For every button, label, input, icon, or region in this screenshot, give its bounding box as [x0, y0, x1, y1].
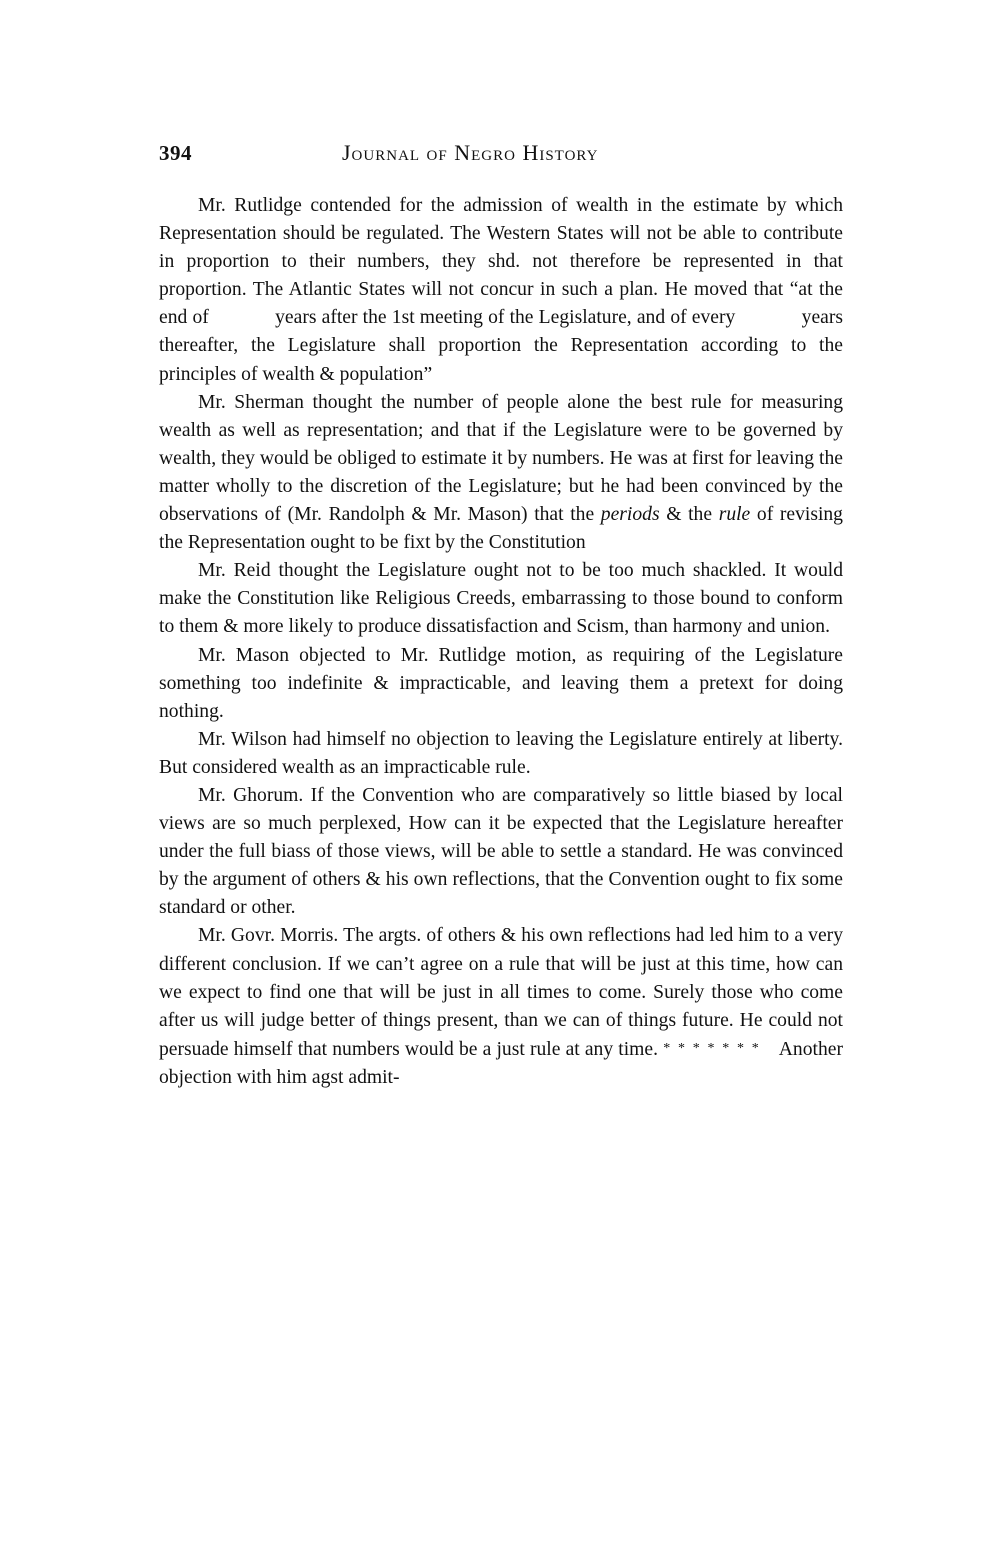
paragraph-ghorum: Mr. Ghorum. If the Convention who are comparatively so little biased by local views are so much perplexed, How can it be expected that the Legislature hereafter under the full biass of those views, will be able to settle a standard. He was convinced by the argument of others & his own reflections, that the Convention ought to fix some standard or other. [159, 784, 843, 919]
page-number: 394 [159, 141, 192, 165]
italic-term: rule [718, 504, 751, 526]
document-page [159, 137, 843, 1092]
paragraph-rutlidge [159, 192, 843, 389]
paragraph-text: years thereafter, the Legislature shall proportion the Representation according to the principles of wealth & population” [159, 307, 844, 385]
paragraph-sherman [159, 389, 843, 558]
body-text [159, 192, 843, 1092]
paragraph-wilson: Mr. Wilson had himself no objection to leaving the Legislature entirely at liberty. But considered wealth as an impracticable rule. [159, 728, 843, 778]
paragraph-morris [159, 922, 843, 1092]
journal-title: Journal of Negro History [342, 140, 599, 165]
paragraph-text: of revising the Representation ought to be fixt by the Constitution [159, 504, 843, 554]
omission-asterisks: * * * * * * * [663, 1040, 761, 1056]
paragraph-text: Another objection with him agst admit- [159, 1038, 843, 1088]
paragraph-reid: Mr. Reid thought the Legislature ought not to be too much shackled. It would make the Constitution like Religious Creeds, embarrassing to those bound to conform to them & more likely to produce dissatisfaction and Scism, than harmony and union. [159, 560, 843, 638]
italic-term: periods [600, 504, 660, 526]
paragraph-text: Mr. Govr. Morris. The argts. of others & his own reflections had led him to a very different conclusion. If we can’t agree on a rule that will be just at this time, how can we expect to find one that will be just in all times to come. Surely those who come after us will judge better of things present, than we can of things future. He could not persuade himself that numbers would be a just rule at any time. [159, 925, 843, 1060]
running-head [159, 137, 843, 169]
paragraph-text: Mr. Rutlidge contended for the admission of wealth in the estimate by which Representation should be regulated. The Western States will not be able to contribute in proportion to their numbers, they shd. not therefore be represented in that proportion. The Atlantic States will not concur in such a plan. He moved that “at the end of [159, 195, 843, 329]
paragraph-text: & the [666, 504, 713, 526]
paragraph-text: years after the 1st meeting of the Legislature, and of every [275, 307, 736, 329]
paragraph-text: Mr. Sherman thought the number of people alone the best rule for measuring wealth as well as representation; and that if the Legislature were to be governed by wealth, they would be obliged to estimate it by numbers. He was at first for leaving the matter wholly to the discretion of the Legislature; but he had been convinced by the observations of (Mr. Randolph & Mr. Mason) that the [159, 391, 843, 526]
paragraph-mason: Mr. Mason objected to Mr. Rutlidge motion, as requiring of the Legislature something too indefinite & impracticable, and leaving them a pretext for doing nothing. [159, 644, 843, 722]
